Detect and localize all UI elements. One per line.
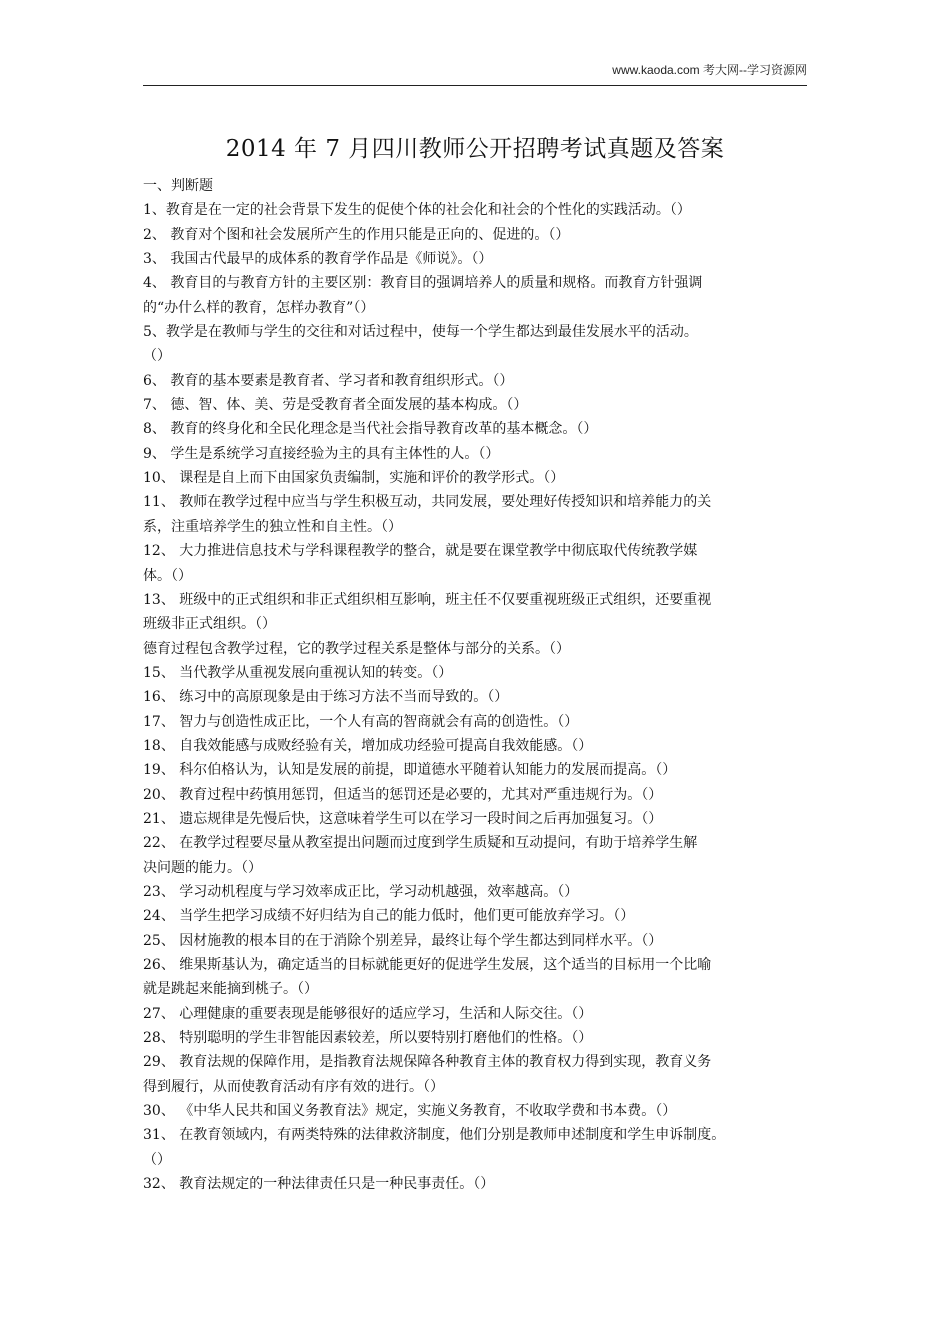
page-header: www.kaoda.com 考大网--学习资源网 xyxy=(612,63,807,77)
text-line: 25、 因材施教的根本目的在于消除个别差异，最终让每个学生都达到同样水平。（） xyxy=(143,932,663,949)
text-line: （） xyxy=(143,1151,171,1168)
text-line: 16、 练习中的高原现象是由于练习方法不当而导致的。（） xyxy=(143,689,509,706)
text-line: 15、 当代教学从重视发展向重视认知的转变。（） xyxy=(143,664,453,681)
text-line: 就是跳起来能摘到桃子。（） xyxy=(143,981,318,998)
header-divider xyxy=(143,85,807,86)
text-line: 1、教育是在一定的社会背景下发生的促使个体的社会化和社会的个性化的实践活动。（） xyxy=(143,202,691,219)
text-line: 17、 智力与创造性成正比，一个人有高的智商就会有高的创造性。（） xyxy=(143,713,579,730)
text-line: 12、 大力推进信息技术与学科课程教学的整合，就是要在课堂教学中彻底取代传统教学媒 xyxy=(143,543,698,560)
text-line: 18、 自我效能感与成败经验有关，增加成功经验可提高自我效能感。（） xyxy=(143,737,593,754)
text-line: 11、 教师在教学过程中应当与学生积极互动，共同发展，要处理好传授知识和培养能力的关 xyxy=(143,494,712,511)
text-line: 决问题的能力。（） xyxy=(143,859,262,876)
text-line: 27、 心理健康的重要表现是能够很好的适应学习，生活和人际交往。（） xyxy=(143,1005,593,1022)
text-line: 一、判断题 xyxy=(143,178,213,194)
text-line: 21、 遗忘规律是先慢后快，这意味着学生可以在学习一段时间之后再加强复习。（） xyxy=(143,810,663,827)
text-line: 32、 教育法规定的一种法律责任只是一种民事责任。（） xyxy=(143,1176,495,1193)
text-line: 24、 当学生把学习成绩不好归结为自己的能力低时，他们更可能放弃学习。（） xyxy=(143,908,635,925)
text-line: 31、 在教育领域内，有两类特殊的法律救济制度，他们分别是教师申述制度和学生申诉制度。 xyxy=(143,1127,726,1144)
text-line: 30、 《中华人民共和国义务教育法》规定，实施义务教育，不收取学费和书本费。（） xyxy=(143,1103,677,1120)
text-line: 20、 教育过程中药慎用惩罚，但适当的惩罚还是必要的，尤其对严重违规行为。（） xyxy=(143,786,663,803)
text-line: 6、 教育的基本要素是教育者、学习者和教育组织形式。（） xyxy=(143,372,514,389)
text-line: 13、 班级中的正式组织和非正式组织相互影响，班主任不仅要重视班级正式组织，还要重视 xyxy=(143,591,712,608)
text-line: 2、 教育对个图和社会发展所产生的作用只能是正向的、促进的。（） xyxy=(143,226,570,243)
text-line: 的“办什么样的教育，怎样办教育”（） xyxy=(143,299,375,316)
text-line: 7、 德、智、体、美、劳是受教育者全面发展的基本构成。（） xyxy=(143,397,528,414)
text-line: 28、 特别聪明的学生非智能因素较差，所以要特别打磨他们的性格。（） xyxy=(143,1030,593,1047)
page-title: 2014 年 7 月四川教师公开招聘考试真题及答案 xyxy=(225,136,725,162)
text-line: 9、 学生是系统学习直接经验为主的具有主体性的人。（） xyxy=(143,445,500,462)
question-list xyxy=(143,174,807,1196)
text-line: 19、 科尔伯格认为，认知是发展的前提，即道德水平随着认知能力的发展而提高。（） xyxy=(143,762,677,779)
text-line: 4、 教育目的与教育方针的主要区别：教育目的强调培养人的质量和规格。而教育方针强调 xyxy=(143,275,703,292)
text-line: 得到履行，从而使教育活动有序有效的进行。（） xyxy=(143,1078,444,1095)
text-line: 23、 学习动机程度与学习效率成正比，学习动机越强，效率越高。（） xyxy=(143,883,579,900)
text-line: 22、 在教学过程要尽量从教室提出问题而过度到学生质疑和互动提问，有助于培养学生解 xyxy=(143,835,698,852)
text-line: 10、 课程是自上而下由国家负责编制，实施和评价的教学形式。（） xyxy=(143,470,565,487)
text-line: 8、 教育的终身化和全民化理念是当代社会指导教育改革的基本概念。（） xyxy=(143,421,598,438)
text-line: 班级非正式组织。（） xyxy=(143,616,276,633)
text-line: 5、教学是在教师与学生的交往和对话过程中，使每一个学生都达到最佳发展水平的活动。 xyxy=(143,324,698,341)
text-line: 系，注重培养学生的独立性和自主性。（） xyxy=(143,518,402,535)
text-line: 3、 我国古代最早的成体系的教育学作品是《师说》。（） xyxy=(143,251,493,268)
text-line: 26、 维果斯基认为，确定适当的目标就能更好的促进学生发展，这个适当的目标用一个比喻 xyxy=(143,957,712,973)
text-line: （） xyxy=(143,348,171,365)
text-line: 德育过程包含教学过程，它的教学过程关系是整体与部分的关系。（） xyxy=(143,640,570,657)
text-line: 29、 教育法规的保障作用，是指教育法规保障各种教育主体的教育权力得到实现，教育义务 xyxy=(143,1054,712,1071)
text-line: 体。（） xyxy=(143,567,192,584)
